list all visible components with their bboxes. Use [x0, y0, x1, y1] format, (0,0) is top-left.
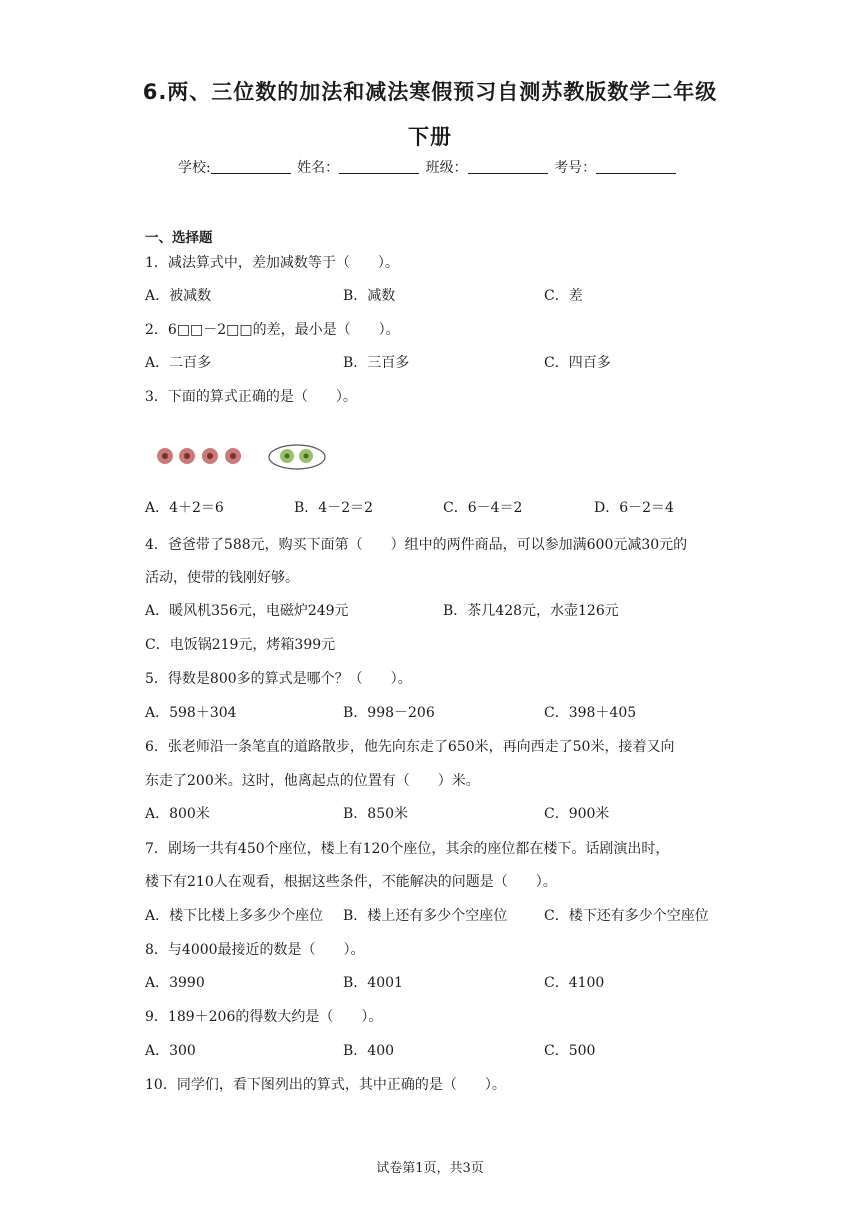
q9-option-c[interactable]: C．500: [544, 1043, 596, 1059]
green-flower-icon: [280, 449, 294, 463]
q9-option-b[interactable]: B．400: [343, 1043, 395, 1059]
question-6-stem-line1: 6．张老师沿一条笔直的道路散步，他先向东走了650米，再向西走了50米，接着又向: [145, 739, 675, 755]
question-9-stem: 9．189＋206的得数大约是（ ）。: [145, 1009, 383, 1025]
flower-picture: [153, 438, 333, 474]
question-5-stem: 5．得数是800多的算式是哪个？（ ）。: [145, 671, 412, 687]
q3-option-a[interactable]: A．4＋2＝6: [145, 500, 224, 516]
q4-option-b[interactable]: B．茶几428元，水壶126元: [443, 603, 619, 619]
class-label: 班级：: [425, 160, 468, 176]
question-6-stem-line2: 东走了200米。这时，他离起点的位置有（ ）米。: [145, 773, 480, 789]
pink-flower-icon: [202, 448, 218, 464]
name-label: 姓名：: [297, 160, 340, 176]
question-1-stem: 1．减法算式中，差加减数等于（ ）。: [145, 255, 399, 271]
q1-option-a[interactable]: A．被减数: [145, 288, 212, 304]
class-blank[interactable]: [468, 159, 548, 174]
q5-option-c[interactable]: C．398＋405: [544, 705, 637, 721]
pink-flower-icon: [179, 448, 195, 464]
q7-option-c[interactable]: C．楼下还有多少个空座位: [544, 908, 709, 924]
page-title-line2: 下册: [408, 125, 452, 149]
q2-option-b[interactable]: B．三百多: [343, 355, 410, 371]
question-7-stem-line1: 7．剧场一共有450个座位，楼上有120个座位，其余的座位都在楼下。话剧演出时，: [145, 841, 670, 857]
q8-option-a[interactable]: A．3990: [145, 975, 205, 991]
pink-flower-icon: [157, 448, 173, 464]
q1-option-b[interactable]: B．减数: [343, 288, 396, 304]
q2-option-c[interactable]: C．四百多: [544, 355, 611, 371]
q6-option-a[interactable]: A．800米: [145, 806, 210, 822]
page-title: 6.两、三位数的加法和减法寒假预习自测苏教版数学二年级: [142, 80, 718, 104]
q6-option-b[interactable]: B．850米: [343, 806, 409, 822]
school-label: 学校:: [178, 160, 211, 176]
exam-no-blank[interactable]: [596, 159, 676, 174]
q8-option-b[interactable]: B．4001: [343, 975, 403, 991]
q1-option-c[interactable]: C．差: [544, 288, 583, 304]
question-3-stem: 3．下面的算式正确的是（ ）。: [145, 389, 357, 405]
q4-option-a[interactable]: A．暖风机356元，电磁炉249元: [145, 603, 349, 619]
q9-option-a[interactable]: A．300: [145, 1043, 196, 1059]
pink-flower-icon: [225, 448, 241, 464]
q5-option-a[interactable]: A．598＋304: [145, 705, 237, 721]
q3-option-b[interactable]: B．4－2＝2: [294, 500, 374, 516]
question-7-stem-line2: 楼下有210人在观看，根据这些条件，不能解决的问题是（ ）。: [145, 874, 557, 890]
question-4-stem-line2: 活动，使带的钱刚好够。: [145, 570, 299, 586]
green-flower-icon: [299, 449, 313, 463]
page-footer: 试卷第1页，共3页: [376, 1161, 484, 1176]
q3-option-d[interactable]: D．6－2＝4: [594, 500, 674, 516]
q8-option-c[interactable]: C．4100: [544, 975, 605, 991]
question-4-stem-line1: 4．爸爸带了588元，购买下面第（ ）组中的两件商品，可以参加满600元减30元的: [145, 537, 688, 553]
q7-option-b[interactable]: B．楼上还有多少个空座位: [343, 908, 508, 924]
section-heading: 一、选择题: [145, 230, 213, 246]
plate-icon: [269, 445, 325, 469]
q7-option-a[interactable]: A．楼下比楼上多多少个座位: [145, 908, 324, 924]
q3-option-c[interactable]: C．6－4＝2: [443, 500, 523, 516]
q5-option-b[interactable]: B．998－206: [343, 705, 435, 721]
q2-option-a[interactable]: A．二百多: [145, 355, 212, 371]
student-info-row: [178, 157, 678, 177]
exam-no-label: 考号：: [554, 160, 597, 176]
school-blank[interactable]: [211, 159, 291, 174]
question-2-stem: 2．6□□－2□□的差，最小是（ ）。: [145, 322, 400, 338]
question-8-stem: 8．与4000最接近的数是（ ）。: [145, 942, 365, 958]
name-blank[interactable]: [339, 159, 419, 174]
question-10-stem: 10．同学们，看下图列出的算式，其中正确的是（ ）。: [145, 1077, 506, 1093]
q6-option-c[interactable]: C．900米: [544, 806, 610, 822]
q4-option-c[interactable]: C．电饭锅219元，烤箱399元: [145, 637, 336, 653]
